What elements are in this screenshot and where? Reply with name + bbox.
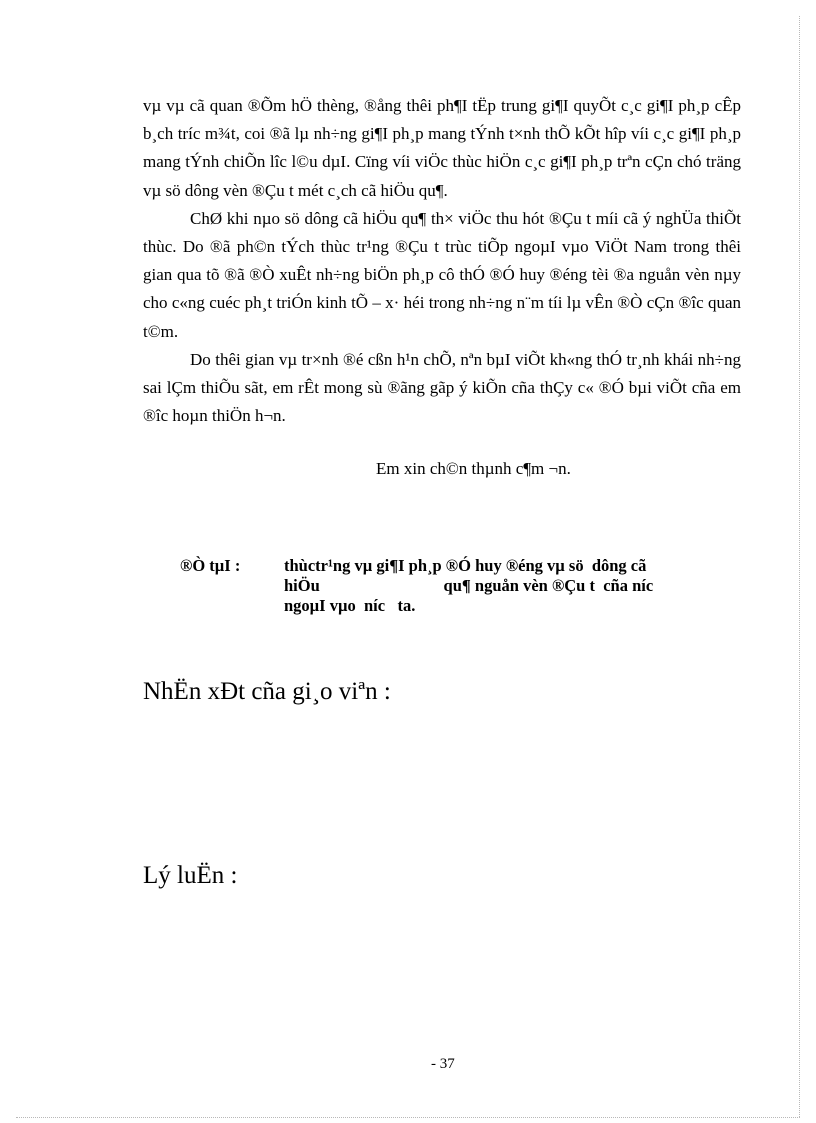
page-border-bottom (16, 1117, 800, 1118)
topic-line-3: ngoµI vµo níc ta. (284, 596, 416, 615)
teacher-comment-heading: NhËn xÐt cña gi¸o viªn : (143, 678, 391, 705)
paragraph-1: vµ vµ cã quan ®Õm hÖ thèng, ®ång thêi ph¶I tËp trung gi¶I quyÕt c¸c gi¶I ph¸p cÊp b¸ch tríc m¾t, coi ®ã lµ nh÷ng gi¶I ph¸p mang tÝnh t×nh thÕ kÕt hîp víi c¸c gi¶I ph¸p mang tÝnh chiÕn lîc l©u dµI. Cïng víi viÖc thùc hiÖn c¸c gi¶I ph¸p trªn cÇn chó träng vµ sö dông vèn ®Çu t mét c¸ch cã hiÖu qu¶. (143, 96, 746, 200)
page-border-right (799, 16, 800, 1117)
reasoning-heading: Lý luËn : (143, 862, 238, 889)
body-text (143, 92, 746, 430)
topic-label: ®Ò tµI : (180, 556, 241, 575)
topic-line-2: hiÖu qu¶ nguån vèn ®Çu t cña níc (284, 576, 654, 595)
topic-line-1: thùctr¹ng vµ gi¶I ph¸p ®Ó huy ®éng vµ sö dông cã (284, 556, 647, 575)
closing-thanks: Em xin ch©n thµnh c¶m ¬n. (376, 459, 571, 478)
page-number: - 37 (431, 1056, 455, 1072)
topic-title (284, 556, 744, 616)
paragraph-3: Do thêi gian vµ tr×nh ®é cßn h¹n chÕ, nªn bµI viÕt kh«ng thÓ tr¸nh khái nh÷ng sai lÇm thiÕu sãt, em rÊt mong sù ®ãng gãp ý kiÕn cña thÇy c« ®Ó bµi viÕt cña em ®îc hoµn thiÖn h¬n. (143, 349, 746, 426)
paragraph-2: ChØ khi nµo sö dông cã hiÖu qu¶ th× viÖc thu hót ®Çu t míi cã ý nghÜa thiÕt thùc. Do ®ã ph©n tÝch thùc tr¹ng ®Çu t trùc tiÕp ngoµI vµo ViÖt Nam trong thêi gian qua tõ ®ã ®Ò xuÊt nh÷ng biÖn ph¸p cô thÓ ®Ó huy ®éng tèi ®a nguån vèn nµy cho c«ng cuéc ph¸t triÓn kinh tÕ – x· héi trong nh÷ng n¨m tíi lµ vÊn ®Ò cÇn ®îc quan t©m. (143, 208, 746, 341)
